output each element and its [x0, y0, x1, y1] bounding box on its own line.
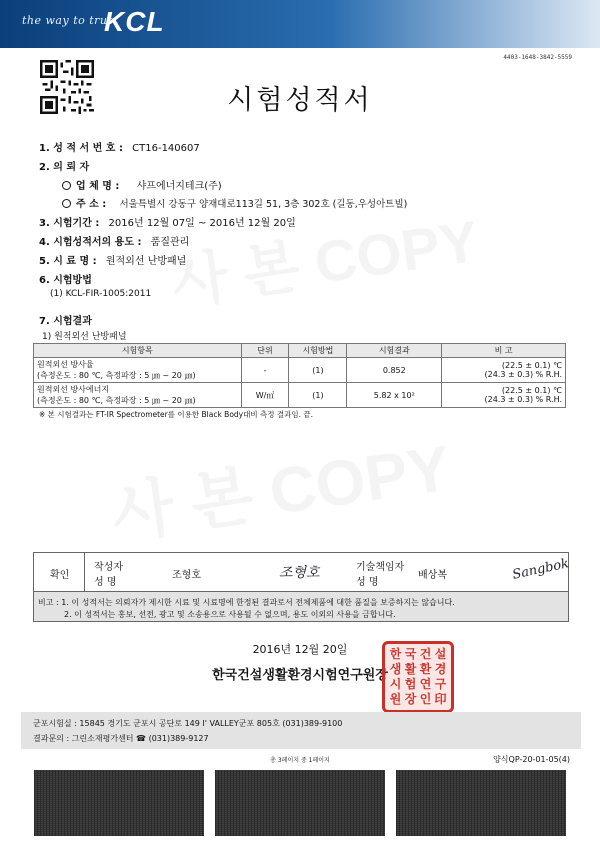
client-label: 2. 의 뢰 자: [39, 162, 90, 173]
table-row: [34, 383, 566, 408]
seal-char: 장: [404, 692, 417, 706]
seal-char: 한: [389, 647, 402, 661]
company-row: [62, 177, 222, 192]
header-method: 시험방법: [289, 344, 347, 358]
institute-name: 한국건설생활환경시험연구원장: [212, 668, 388, 683]
kcl-logo: KCL: [104, 6, 165, 37]
header-banner: [0, 0, 600, 48]
method-label: 6. 시험방법: [39, 275, 92, 286]
cell-method: (1): [289, 383, 347, 408]
table-header-row: [34, 344, 566, 358]
report-number-row: [39, 139, 200, 154]
seal-char: 경: [434, 662, 447, 676]
seal-char: 연: [419, 677, 432, 691]
sample-row: [39, 252, 186, 267]
sample-label: 5. 시 료 명 :: [39, 256, 97, 267]
address-label: 주 소 :: [76, 199, 107, 210]
company-label: 업 체 명 :: [76, 181, 120, 192]
form-number: 양식QP-20-01-05(4): [493, 755, 570, 764]
period-value: 2016년 12월 07일 ~ 2016년 12월 20일: [108, 218, 296, 229]
purpose-row: [39, 233, 189, 248]
header-unit: 단위: [241, 344, 289, 358]
cell-remark: [442, 358, 566, 383]
address-value: 서울특별시 강동구 양재대로113길 51, 3층 302호 (길동,우성아트빌): [119, 199, 408, 210]
seal-char: 시: [389, 677, 402, 691]
copy-watermark-lower: [105, 417, 455, 556]
seal-char: 구: [434, 677, 447, 691]
document-serial: 4403-1648-3842-5559: [503, 54, 572, 61]
seal-char: 설: [434, 647, 447, 661]
author-name: 조형호: [172, 570, 201, 581]
security-barcodes: [34, 770, 566, 836]
seal-char: 국: [404, 647, 417, 661]
results-table: [33, 343, 566, 408]
seal-char: 생: [389, 662, 402, 676]
cell-test-item: [34, 383, 242, 408]
purpose-label: 4. 시험성적서의 용도 :: [39, 237, 142, 248]
lab-address: 군포시험실 : 15845 경기도 군포시 공단로 149 I' VALLEY군포 805호 (031)389-9100: [33, 719, 343, 728]
method-value: (1) KCL-FIR-1005:2011: [50, 289, 152, 299]
report-number-label: 1. 성 적 서 번 호 :: [39, 143, 123, 154]
seal-char: 건: [419, 647, 432, 661]
period-label: 3. 시험기간 :: [39, 218, 100, 229]
purpose-value: 품질관리: [150, 237, 190, 248]
inquiry-contact: 결과문의 : 그린소재평가센터 ☎ (031)389-9127: [33, 734, 209, 743]
cell-result: 0.852: [347, 358, 442, 383]
security-barcode: [396, 770, 566, 836]
author-label-line2: 성 명: [94, 577, 117, 588]
security-barcode: [215, 770, 385, 836]
signature-box: [33, 552, 569, 592]
banner-tagline: the way to trust: [22, 14, 119, 27]
test-item-name: 원적외선 방사에너지: [37, 385, 110, 394]
cell-result: 5.82 x 10²: [347, 383, 442, 408]
remark-temperature: (22.5 ± 0.1) ℃: [501, 361, 562, 370]
seal-char: 印: [434, 692, 447, 706]
seal-char: 환: [419, 662, 432, 676]
remarks-box: [33, 592, 569, 622]
circle-bullet-icon: [62, 181, 71, 190]
test-item-condition: (측정온도 : 80 ℃, 측정파장 : 5 ㎛ ~ 20 ㎛): [37, 371, 196, 380]
company-value: 샤프에너지테크(주): [136, 181, 222, 192]
seal-char: 원: [389, 692, 402, 706]
tech-manager-name: 배상복: [418, 570, 447, 581]
result-note: ※ 본 시험결과는 FT-IR Spectrometer를 이용한 Black Body대비 측정 결과임. 끝.: [39, 410, 313, 419]
report-number-value: CT16-140607: [132, 143, 200, 154]
page-title: 시험성적서: [227, 85, 373, 116]
cell-unit: -: [241, 358, 289, 383]
security-barcode: [34, 770, 204, 836]
confirm-label: 확인: [50, 570, 70, 581]
table-row: [34, 358, 566, 383]
header-result: 시험결과: [347, 344, 442, 358]
remark-line-1: 비고 : 1. 이 성적서는 의뢰자가 제시한 시료 및 시료명에 한정된 결과로서 전체제품에 대한 품질을 보증하지는 않습니다.: [38, 598, 455, 607]
contact-box: [21, 712, 581, 749]
period-row: [39, 214, 296, 229]
tech-manager-label-line1: 기술책임자: [356, 562, 405, 573]
cell-remark: [442, 383, 566, 408]
page-indicator: 총 3페이지 중 1페이지: [270, 757, 330, 764]
remark-humidity: (24.3 ± 0.3) % R.H.: [484, 395, 562, 404]
author-signature: 조형호: [279, 565, 320, 581]
seal-char: 인: [419, 692, 432, 706]
seal-char: 활: [404, 662, 417, 676]
result-subtitle: 1) 원적외선 난방패널: [42, 332, 127, 342]
address-row: [62, 195, 407, 210]
tech-manager-signature: Sangbok: [511, 556, 571, 583]
seal-char: 험: [404, 677, 417, 691]
header-remark: 비 고: [442, 344, 566, 358]
author-label-line1: 작성자: [94, 562, 123, 573]
cell-method: (1): [289, 358, 347, 383]
test-item-name: 원적외선 방사율: [37, 360, 94, 369]
cell-unit: W/㎡: [241, 383, 289, 408]
remark-temperature: (22.5 ± 0.1) ℃: [501, 386, 562, 395]
header-test-item: 시험항목: [34, 344, 242, 358]
issue-date: 2016년 12월 20일: [252, 643, 348, 656]
result-label: 7. 시험결과: [39, 316, 92, 327]
test-item-condition: (측정온도 : 80 ℃, 측정파장 : 5 ㎛ ~ 20 ㎛): [37, 396, 196, 405]
sample-value: 원적외선 난방패널: [105, 256, 187, 267]
circle-bullet-icon: [62, 199, 71, 208]
remark-humidity: (24.3 ± 0.3) % R.H.: [484, 370, 562, 379]
remark-line-2: 2. 이 성적서는 홍보, 선전, 광고 및 소송용으로 사용될 수 없으며, 용도 이외의 사용을 금합니다.: [64, 610, 396, 619]
official-seal: [382, 641, 454, 713]
copy-watermark: [166, 194, 483, 320]
cell-test-item: [34, 358, 242, 383]
tech-manager-label-line2: 성 명: [356, 577, 379, 588]
